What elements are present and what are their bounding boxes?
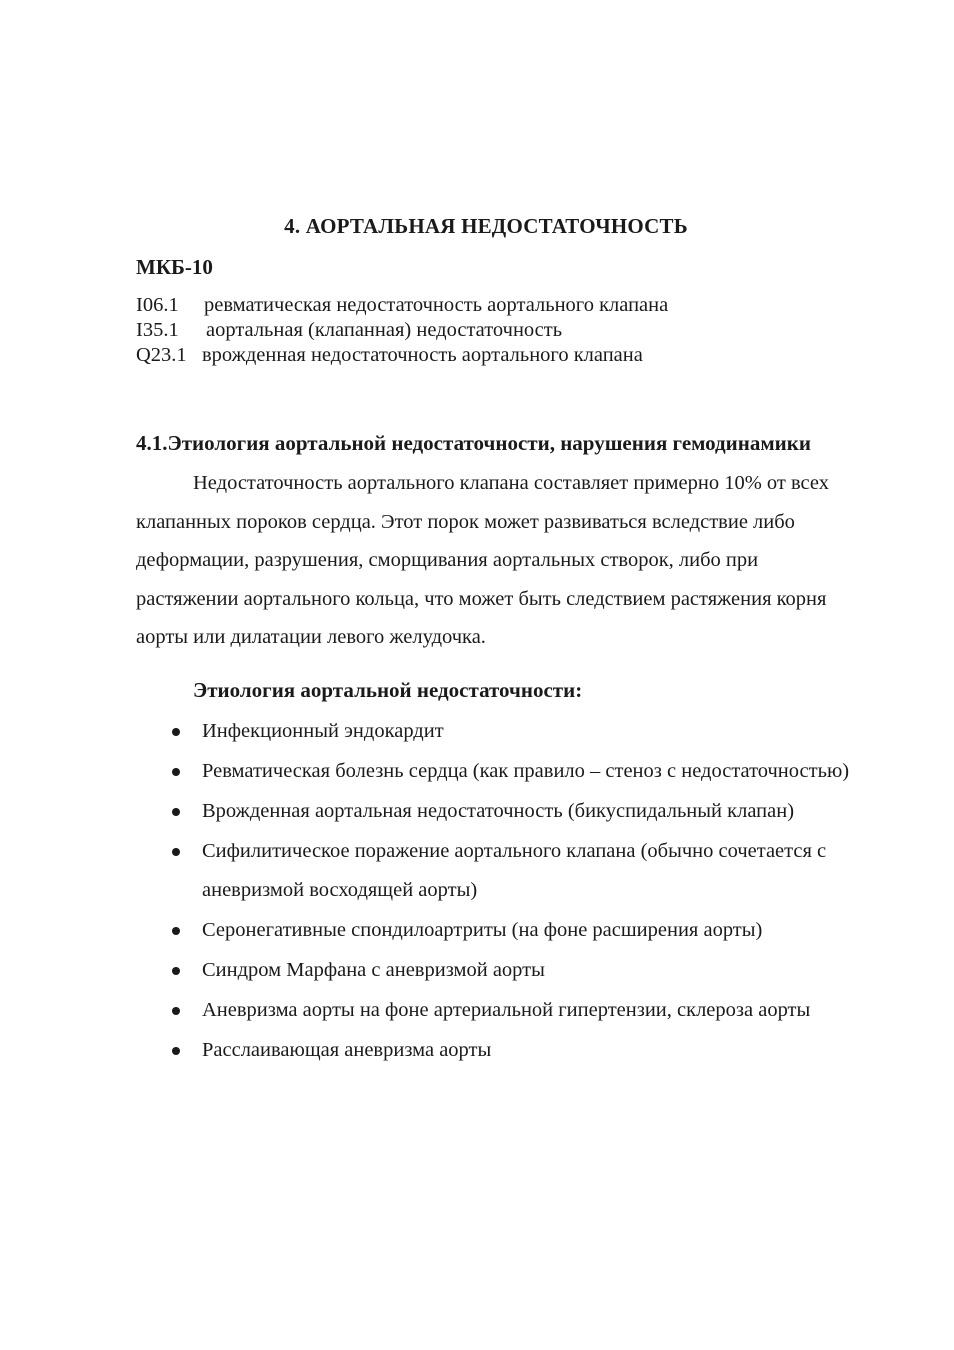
- list-item-text: Ревматическая болезнь сердца (как правило – стеноз с недостаточностью): [202, 760, 850, 782]
- list-item-text: Сифилитическое поражение аортального клапана (обычно сочетается с аневризмой восходящей аорты): [202, 840, 827, 901]
- list-item: [170, 991, 870, 1030]
- bullet-icon: [172, 967, 180, 975]
- bullet-icon: [172, 1047, 180, 1055]
- bullet-icon: [172, 1007, 180, 1015]
- list-item: [170, 911, 870, 950]
- bullet-icon: [172, 728, 180, 736]
- mkb-heading: МКБ-10: [136, 255, 213, 279]
- icd-code: Q23.1: [136, 344, 187, 366]
- etiology-list: [170, 712, 870, 1071]
- page-title: 4. АОРТАЛЬНАЯ НЕДОСТАТОЧНОСТЬ: [284, 214, 688, 238]
- bullet-icon: [172, 927, 180, 935]
- bullet-icon: [172, 848, 180, 856]
- icd-code-row: [136, 318, 668, 343]
- icd-code-row: [136, 293, 668, 318]
- list-item-text: Врожденная аортальная недостаточность (бикуспидальный клапан): [202, 800, 795, 822]
- list-item-text: Синдром Марфана с аневризмой аорты: [202, 959, 545, 981]
- icd-code: I35.1: [136, 319, 179, 341]
- list-item: [170, 792, 870, 831]
- icd-code: I06.1: [136, 294, 179, 316]
- section-heading: 4.1.Этиология аортальной недостаточности, нарушения гемодинамики: [136, 431, 811, 455]
- list-item: [170, 951, 870, 990]
- list-item: [170, 752, 870, 791]
- bullet-icon: [172, 808, 180, 816]
- icd-code-row: [136, 343, 668, 368]
- body-paragraph: Недостаточность аортального клапана составляет примерно 10% от всех клапанных пороков сердца. Этот порок может развиваться вследствие либо деформации, разрушения, сморщивания аортальных створок, либо при растяжении аортального кольца, что может быть следствием растяжения корня аорты или дилатации левого желудочка.: [136, 472, 829, 648]
- list-item-text: Расслаивающая аневризма аорты: [202, 1039, 492, 1061]
- icd-code-list: [136, 293, 668, 368]
- icd-code-description: ревматическая недостаточность аортального клапана: [204, 294, 669, 316]
- bullet-icon: [172, 768, 180, 776]
- list-item: [170, 832, 870, 910]
- list-item-text: Серонегативные спондилоартриты (на фоне расширения аорты): [202, 919, 763, 941]
- list-item-text: Инфекционный эндокардит: [202, 720, 444, 742]
- icd-code-description: врожденная недостаточность аортального клапана: [202, 344, 643, 366]
- icd-code-description: аортальная (клапанная) недостаточность: [206, 319, 563, 341]
- etiology-heading: Этиология аортальной недостаточности:: [193, 678, 583, 702]
- list-item: [170, 1031, 870, 1070]
- list-item: [170, 712, 870, 751]
- list-item-text: Аневризма аорты на фоне артериальной гипертензии, склероза аорты: [202, 999, 811, 1021]
